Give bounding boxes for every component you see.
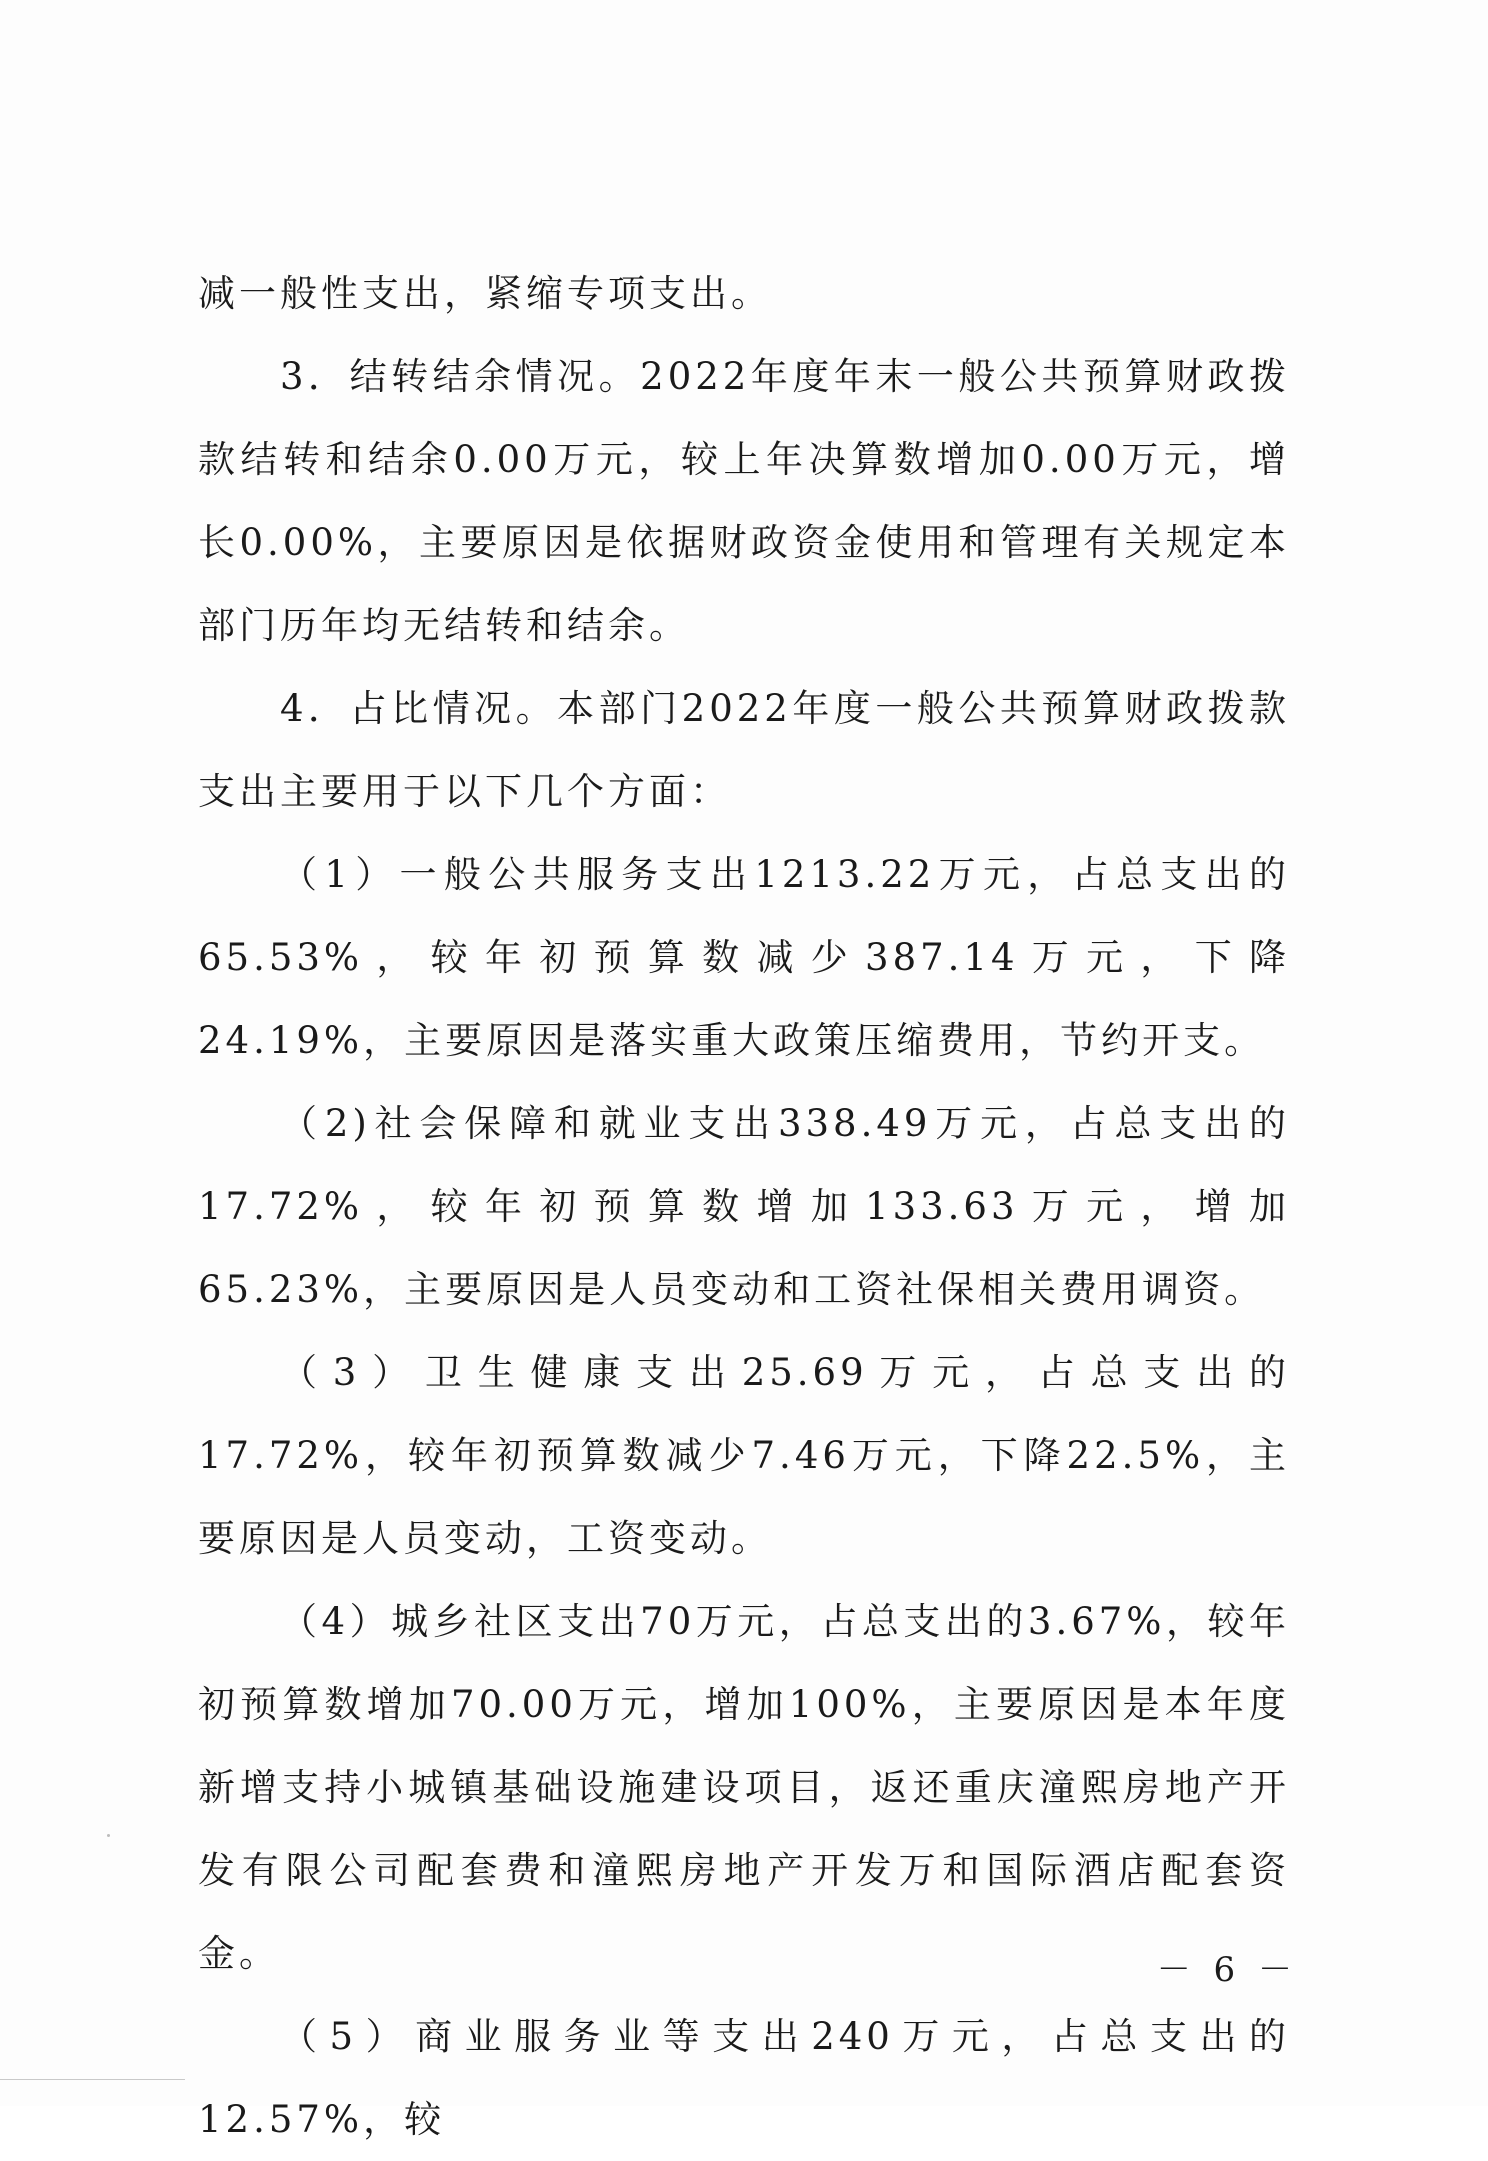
paragraph-proportion: 4．占比情况。本部门2022年度一般公共预算财政拨款支出主要用于以下几个方面： <box>198 687 1290 813</box>
paragraph-social-security: （2)社会保障和就业支出338.49万元，占总支出的17.72%，较年初预算数增加133.63万元，增加65.23%，主要原因是人员变动和工资社保相关费用调资。 <box>198 1102 1290 1311</box>
paragraph-health: （3）卫生健康支出25.69万元，占总支出的17.72%，较年初预算数减少7.46万元，下降22.5%，主要原因是人员变动，工资变动。 <box>198 1351 1290 1560</box>
scan-edge-line <box>0 2079 185 2080</box>
paragraph-continued: 减一般性支出，紧缩专项支出。 <box>198 272 772 315</box>
paragraph-commercial-services: （5）商业服务业等支出240万元，占总支出的12.57%，较 <box>198 2015 1290 2141</box>
paragraph-carryover-balance: 3．结转结余情况。2022年度年末一般公共预算财政拨款结转和结余0.00万元，较上年决算数增加0.00万元，增长0.00%，主要原因是依据财政资金使用和管理有关规定本部门历年均无结转和结余。 <box>198 355 1290 647</box>
scan-speck <box>107 1834 110 1837</box>
paragraph-public-services: （1）一般公共服务支出1213.22万元，占总支出的65.53%，较年初预算数减少387.14万元，下降24.19%，主要原因是落实重大政策压缩费用，节约开支。 <box>198 853 1290 1062</box>
paragraph-urban-rural: （4）城乡社区支出70万元，占总支出的3.67%，较年初预算数增加70.00万元，增加100%，主要原因是本年度新增支持小城镇基础设施建设项目，返还重庆潼熙房地产开发有限公司配套费和潼熙房地产开发万和国际酒店配套资金。 <box>198 1600 1290 1975</box>
body-text <box>198 252 1290 2161</box>
page-number: － 6 － <box>1156 1950 1298 1990</box>
